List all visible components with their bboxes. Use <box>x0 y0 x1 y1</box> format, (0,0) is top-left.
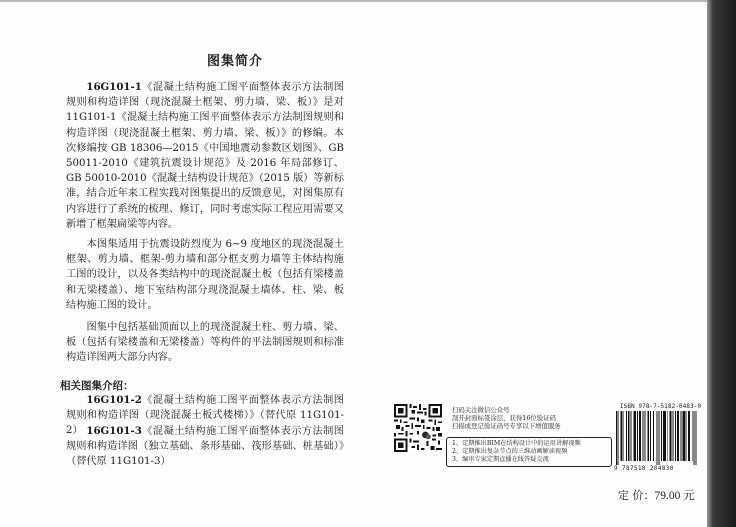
intro-paragraph-1 <box>66 80 344 232</box>
top-edge <box>0 0 707 2</box>
price <box>618 487 695 503</box>
service-item: 2、定期推出复杂节点的三维动画解读视频 <box>452 448 568 455</box>
price-label: 定 价： <box>618 489 655 502</box>
atlas-code: 16G101-1 <box>86 81 142 93</box>
related-code: 16G101-3 <box>86 425 142 437</box>
related-item <box>66 424 344 470</box>
related-code: 16G101-2 <box>86 394 142 406</box>
price-value: 79.00 元 <box>654 490 695 502</box>
barcode-digits: 9 787518 204830 <box>614 466 674 472</box>
intro-paragraph-3 <box>66 320 344 366</box>
qr-caption-line-3: 扫描或登记验证码号专享以下增值服务 <box>452 422 561 430</box>
barcode-icon <box>614 411 702 465</box>
service-item: 3、编审专家定期直播在线答疑交流 <box>452 456 549 463</box>
related-text: 《混凝土结构施工图平面整体表示方法制图规则和构造详图（现浇混凝土板式楼梯）》（替代原 11G101-2） <box>66 395 344 437</box>
intro-paragraph-2 <box>66 237 344 313</box>
scan-edge-shadow <box>707 0 736 527</box>
qr-caption-line-1: 扫码关注微信公众号 <box>452 406 510 414</box>
wechat-logo-icon <box>421 430 432 441</box>
paragraph-3-text: 图集中包括基础顶面以上的现浇混凝土柱、剪力墙、梁、板（包括有梁楼盖和无梁楼盖）等构件的平法制图规则和标准构造详图两大部分内容。 <box>66 322 344 364</box>
related-text: 《混凝土结构施工图平面整体表示方法制图规则和构造详图（独立基础、条形基础、筏形基础、桩基础）》（替代原 11G101-3） <box>66 426 344 468</box>
related-heading: 相关图集介绍： <box>60 380 134 392</box>
page-title: 图集简介 <box>206 54 263 69</box>
qr-caption-line-2: 刮开封面标签涂层，获得16位验证码 <box>452 414 556 422</box>
qr-code-icon[interactable] <box>394 404 442 452</box>
paragraph-1-text: 《混凝土结构施工图平面整体表示方法制图规则和构造详图（现浇混凝土框架、剪力墙、梁、板）》是对11G101-1《混凝土结构施工图平面整体表示方法制图规则和构造详图（现浇混凝土框架、剪力墙、梁、板）》的修编。本次修编按 GB 18306—2015《中国地震动参数区划图》、GB 50011-2010《建筑抗震设计规范》及 2016 年局部修订、GB 50010-2010《混凝土结构设计规范》（2015 版）等新标准，结合近年来工程实践对图集提出的反馈意见，对图集原有内容进行了系统的梳理、修订，同时考虑实际工程应用需要又新增了框架扁梁等内容。 <box>66 82 344 230</box>
paragraph-2-text: 本图集适用于抗震设防烈度为 6~9 度地区的现浇混凝土框架、剪力墙、框架-剪力墙和部分框支剪力墙等主体结构施工图的设计，以及各类结构中的现浇混凝土板（包括有梁楼盖和无梁楼盖）、地下室结构部分现浇混凝土墙体、柱、梁、板结构施工图的设计。 <box>66 239 344 311</box>
isbn-label: ISBN 978-7-5182-0483-0 <box>620 404 702 410</box>
service-item: 1、定期推出BIM在结构设计中的运用讲解视频 <box>452 440 581 447</box>
